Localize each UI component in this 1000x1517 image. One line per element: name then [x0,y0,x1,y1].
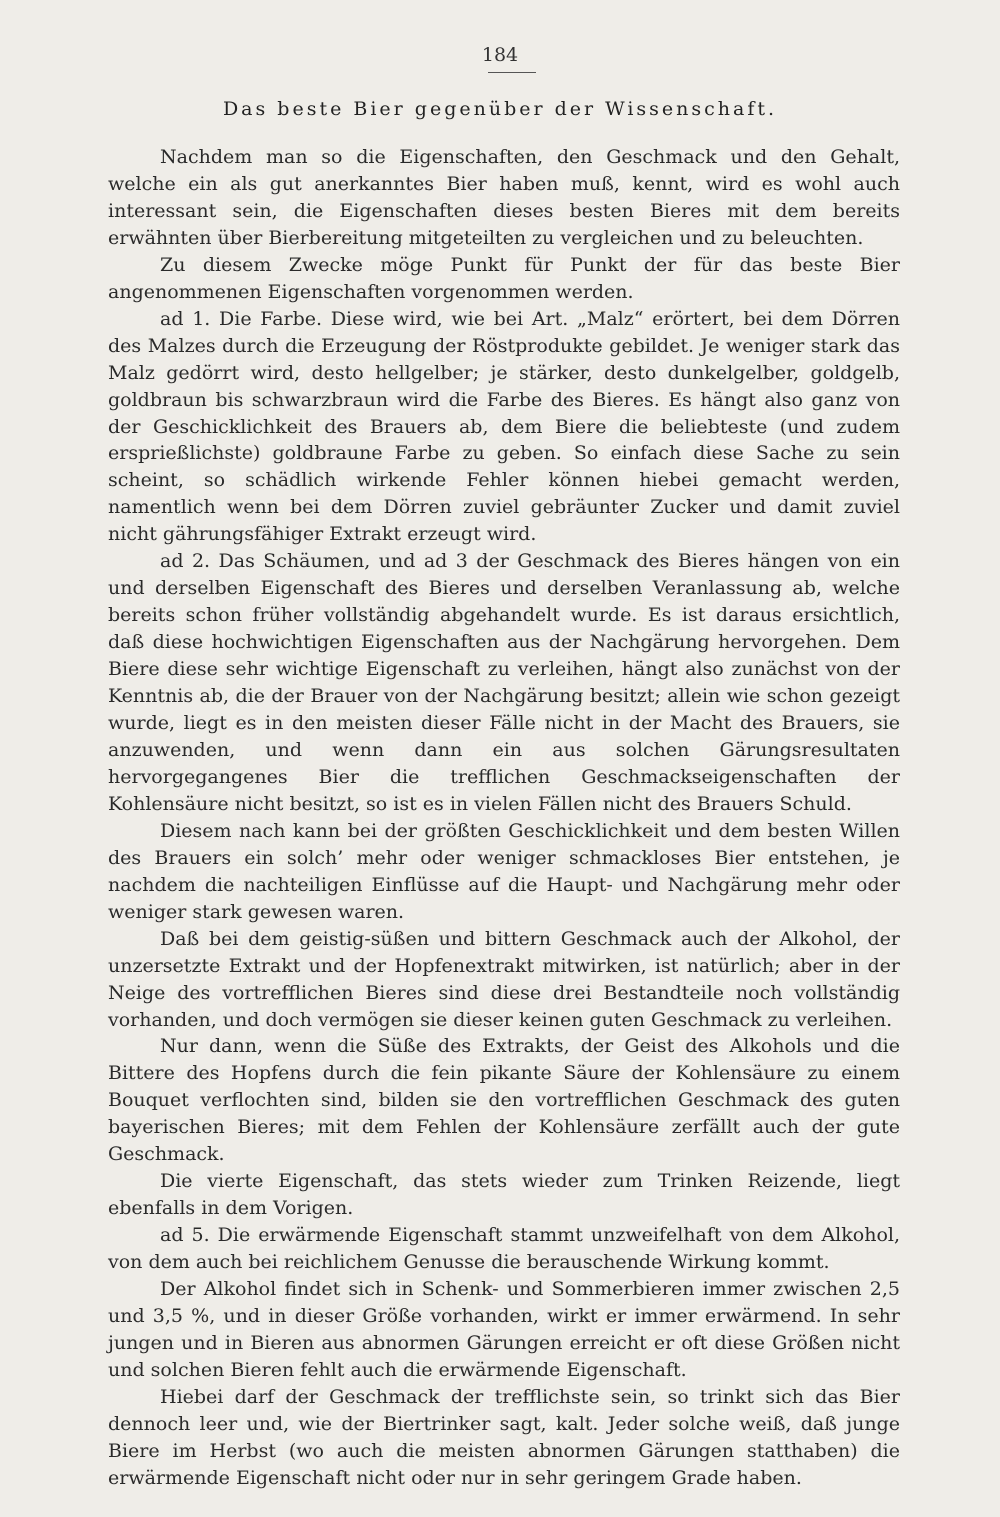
paragraph-11: Hiebei darf der Geschmack der trefflichste sein, so trinkt sich das Bier dennoch leer und, wie der Biertrinker sagt, kalt. Jeder solche weiß, daß junge Biere im Herbst (wo auch die meisten abnormen Gärungen statthaben) die erwärmende Eigenschaft nicht oder nur in sehr geringem Grade haben. [108,1385,900,1489]
paragraph-10: Der Alkohol findet sich in Schenk- und Sommerbieren immer zwischen 2,5 und 3,5 %, und in dieser Größe vorhanden, wirkt er immer erwärmend. In sehr jungen und in Bieren aus abnormen Gärungen erreicht er oft diese Größen nicht und solchen Bieren fehlt auch die erwärmende Eigenschaft. [108,1278,900,1381]
paragraph-6: Daß bei dem geistig-süßen und bittern Geschmack auch der Alkohol, der unzersetzte Extrakt und der Hopfenextrakt mitwirken, ist natürlich; aber in der Neige des vortrefflichen Bieres sind diese drei Bestandteile noch vollständig vorhanden, und doch vermögen sie dieser keinen guten Geschmack zu verleihen. [108,927,900,1031]
paragraph-9: ad 5. Die erwärmende Eigenschaft stammt unzweifelhaft von dem Alkohol, von dem auch bei reichlichem Genusse die berauschende Wirkung kommt. [108,1224,900,1274]
paragraph-4: ad 2. Das Schäumen, und ad 3 der Geschmack des Bieres hängen von ein und derselben Eigenschaft des Bieres und derselben Veranlassung ab, welche bereits schon früher vollständig abgehandelt wurde. Es ist daraus ersichtlich, daß diese hochwichtigen Eigenschaften aus der Nachgärung hervorgehen. Dem Biere diese sehr wichtige Eigenschaft zu verleihen, hängt also zunächst von der Kenntnis ab, die der Brauer von der Nachgärung besitzt; allein wie schon gezeigt wurde, liegt es in den meisten dieser Fälle nicht in der Macht des Brauers, sie anzuwenden, und wenn dann ein aus solchen Gärungsresultaten hervorgegangenes Bier die trefflichen Geschmackseigenschaften der Kohlensäure nicht besitzt, so ist es in vielen Fällen nicht des Brauers Schuld. [108,550,900,815]
paragraph-3: ad 1. Die Farbe. Diese wird, wie bei Art. „Malz“ erörtert, bei dem Dörren des Malzes durch die Erzeugung der Röstprodukte gebildet. Je weniger stark das Malz gedörrt wird, desto hellgelber; je stärker, desto dunkelgelber, goldgelb, goldbraun bis schwarzbraun wird die Farbe des Bieres. Es hängt also ganz von der Geschicklichkeit des Brauers ab, dem Biere die beliebteste (und zudem ersprießlichste) goldbraune Farbe zu geben. So einfach diese Sache zu sein scheint, so schädlich wirkende Fehler können hiebei gemacht werden, namentlich wenn bei dem Dörren zuviel gebräunter Zucker und damit zuviel nicht gährungsfähiger Extrakt erzeugt wird. [108,307,900,546]
paragraph-8: Die vierte Eigenschaft, das stets wieder zum Trinken Reizende, liegt ebenfalls in dem Vorigen. [108,1170,900,1220]
section-heading: Das beste Bier gegenüber der Wissenschaft. [222,98,778,120]
paragraph-7: Nur dann, wenn die Süße des Extrakts, der Geist des Alkohols und die Bittere des Hopfens durch die fein pikante Säure der Kohlensäure zu einem Bouquet verflochten sind, bilden sie den vortrefflichen Geschmack des guten bayerischen Bieres; mit dem Fehlen der Kohlensäure zerfällt auch der gute Geschmack. [108,1035,900,1166]
paragraph-1: Nachdem man so die Eigenschaften, den Geschmack und den Gehalt, welche ein als gut anerkanntes Bier haben muß, kennt, wird es wohl auch interessant sein, die Eigenschaften dieses besten Bieres mit dem bereits erwähnten über Bierbereitung mitgeteilten zu vergleichen und zu beleuchten. [108,146,900,249]
page-number-rule [488,72,536,73]
body-text [108,144,900,1492]
paragraph-2: Zu diesem Zwecke möge Punkt für Punkt der für das beste Bier angenommenen Eigenschaften vorgenommen werden. [108,253,900,303]
paragraph-5: Diesem nach kann bei der größten Geschicklichkeit und dem besten Willen des Brauers ein solch’ mehr oder weniger schmackloses Bier entstehen, je nachdem die nachteiligen Einflüsse auf die Haupt- und Nachgärung mehr oder weniger stark gewesen waren. [108,819,900,923]
page-number: 184 [481,44,519,66]
